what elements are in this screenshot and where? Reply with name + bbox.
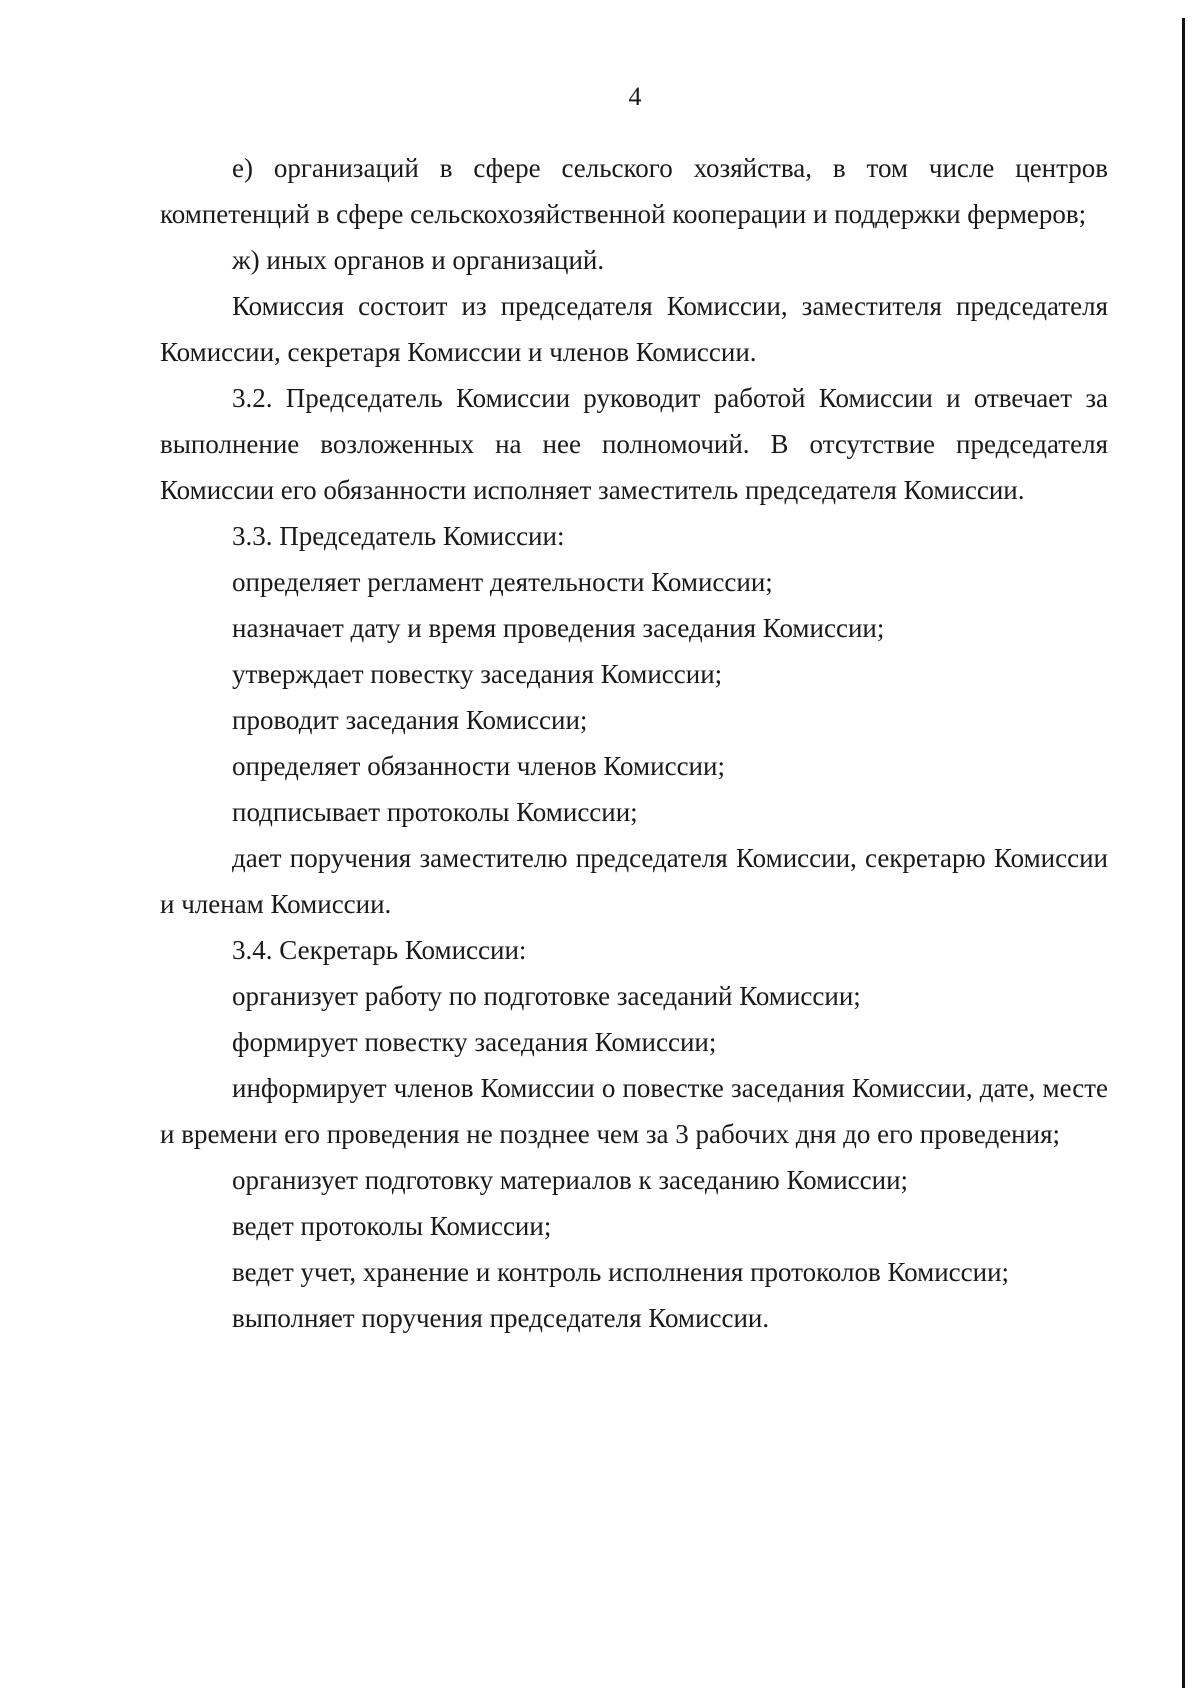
page-number: 4 [628,82,642,111]
list-item: определяет регламент деятельности Комиссии; [232,567,773,597]
list-item: дает поручения заместителю председателя Комиссии, секретарю Комиссии и членам Комиссии. [160,843,1108,919]
list-item: назначает дату и время проведения заседания Комиссии; [232,613,885,643]
list-item: информирует членов Комиссии о повестке заседания Комиссии, дате, месте и времени его проведения не позднее чем за 3 рабочих дня до его проведения; [160,1073,1108,1149]
list-item: ведет учет, хранение и контроль исполнения протоколов Комиссии; [232,1257,1010,1287]
list-item: подписывает протоколы Комиссии; [232,797,638,827]
list-item: организует подготовку материалов к заседанию Комиссии; [232,1165,909,1195]
paragraph-3-3-heading: 3.3. Председатель Комиссии: [232,521,565,551]
list-item: ведет протоколы Комиссии; [232,1211,552,1241]
document-body [160,145,1108,1341]
list-item: выполняет поручения председателя Комиссии. [232,1303,770,1333]
paragraph-3-4-heading: 3.4. Секретарь Комиссии: [232,935,527,965]
paragraph-item-zh: ж) иных органов и организаций. [232,245,605,275]
list-item: проводит заседания Комиссии; [232,705,588,735]
scan-edge-line [1182,18,1185,1688]
paragraph-item-e: е) организаций в сфере сельского хозяйства, в том числе центров компетенций в сфере сельскохозяйственной кооперации и поддержки фермеров; [160,153,1108,229]
list-item: формирует повестку заседания Комиссии; [232,1027,717,1057]
paragraph-3-2: 3.2. Председатель Комиссии руководит работой Комиссии и отвечает за выполнение возложенных на нее полномочий. В отсутствие председателя Комиссии его обязанности исполняет заместитель председателя Комиссии. [160,383,1108,505]
list-item: организует работу по подготовке заседаний Комиссии; [232,981,861,1011]
list-item: определяет обязанности членов Комиссии; [232,751,725,781]
paragraph-commission-composition: Комиссия состоит из председателя Комиссии, заместителя председателя Комиссии, секретаря Комиссии и членов Комиссии. [160,291,1108,367]
list-item: утверждает повестку заседания Комиссии; [232,659,723,689]
